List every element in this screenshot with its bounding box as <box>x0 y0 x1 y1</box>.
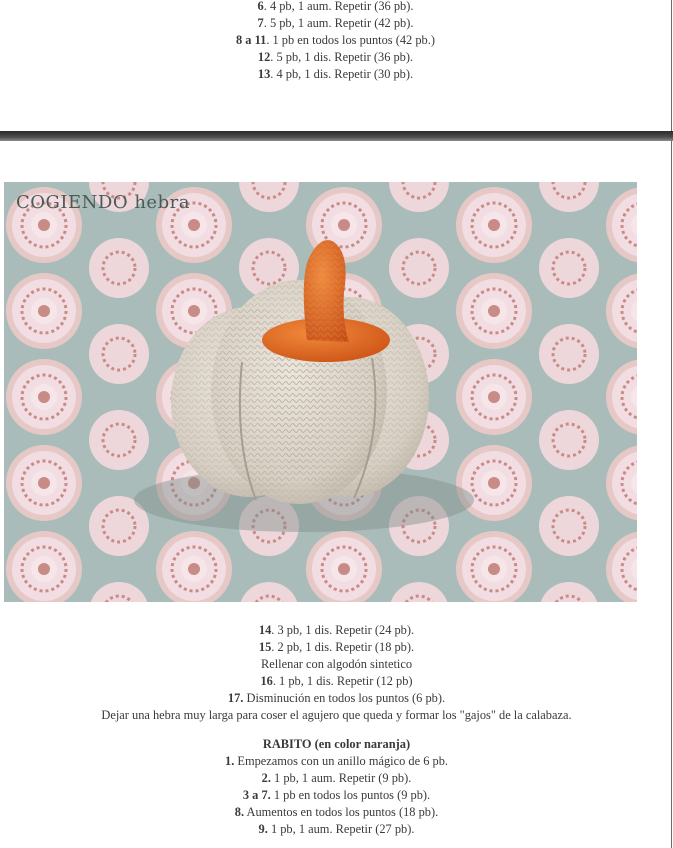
pattern-row: 16. 1 pb, 1 dis. Repetir (12 pb) <box>260 674 413 688</box>
pattern-row: 14. 3 pb, 1 dis. Repetir (24 pb). <box>258 623 415 637</box>
pumpkin-photo <box>4 182 637 602</box>
pattern-rows-bottom <box>0 622 673 838</box>
pattern-row: 1. Empezamos con un anillo mágico de 6 pb. <box>225 754 448 768</box>
section-heading: RABITO (en color naranja) <box>262 737 411 751</box>
pattern-row: Rellenar con algodón sintetico <box>260 657 413 671</box>
photo-watermark: COGIENDO hebra <box>16 192 190 213</box>
pattern-row: 6. 4 pb, 1 aum. Repetir (36 pb). <box>257 0 414 13</box>
pattern-rows-top <box>0 0 671 83</box>
pattern-row: 7. 5 pb, 1 aum. Repetir (42 pb). <box>257 16 414 30</box>
pattern-row: 17. Disminución en todos los puntos (6 pb). <box>227 691 446 705</box>
pattern-row: 8. Aumentos en todos los puntos (18 pb). <box>234 805 439 819</box>
pattern-row: 9. 1 pb, 1 aum. Repetir (27 pb). <box>258 822 415 836</box>
pumpkin-illustration <box>4 182 637 602</box>
pattern-row: 15. 2 pb, 1 dis. Repetir (18 pb). <box>258 640 415 654</box>
pattern-row: 3 a 7. 1 pb en todos los puntos (9 pb). <box>242 788 431 802</box>
pattern-row: 13. 4 pb, 1 dis. Repetir (30 pb). <box>257 67 414 81</box>
page-divider <box>0 131 673 141</box>
pattern-row: 12. 5 pb, 1 dis. Repetir (36 pb). <box>257 50 414 64</box>
pattern-row: 8 a 11. 1 pb en todos los puntos (42 pb.) <box>236 33 435 47</box>
pattern-section-top <box>0 0 672 132</box>
pattern-note: Dejar una hebra muy larga para coser el agujero que queda y formar los "gajos" de la calabaza. <box>101 708 572 722</box>
pattern-row: 2. 1 pb, 1 aum. Repetir (9 pb). <box>261 771 412 785</box>
